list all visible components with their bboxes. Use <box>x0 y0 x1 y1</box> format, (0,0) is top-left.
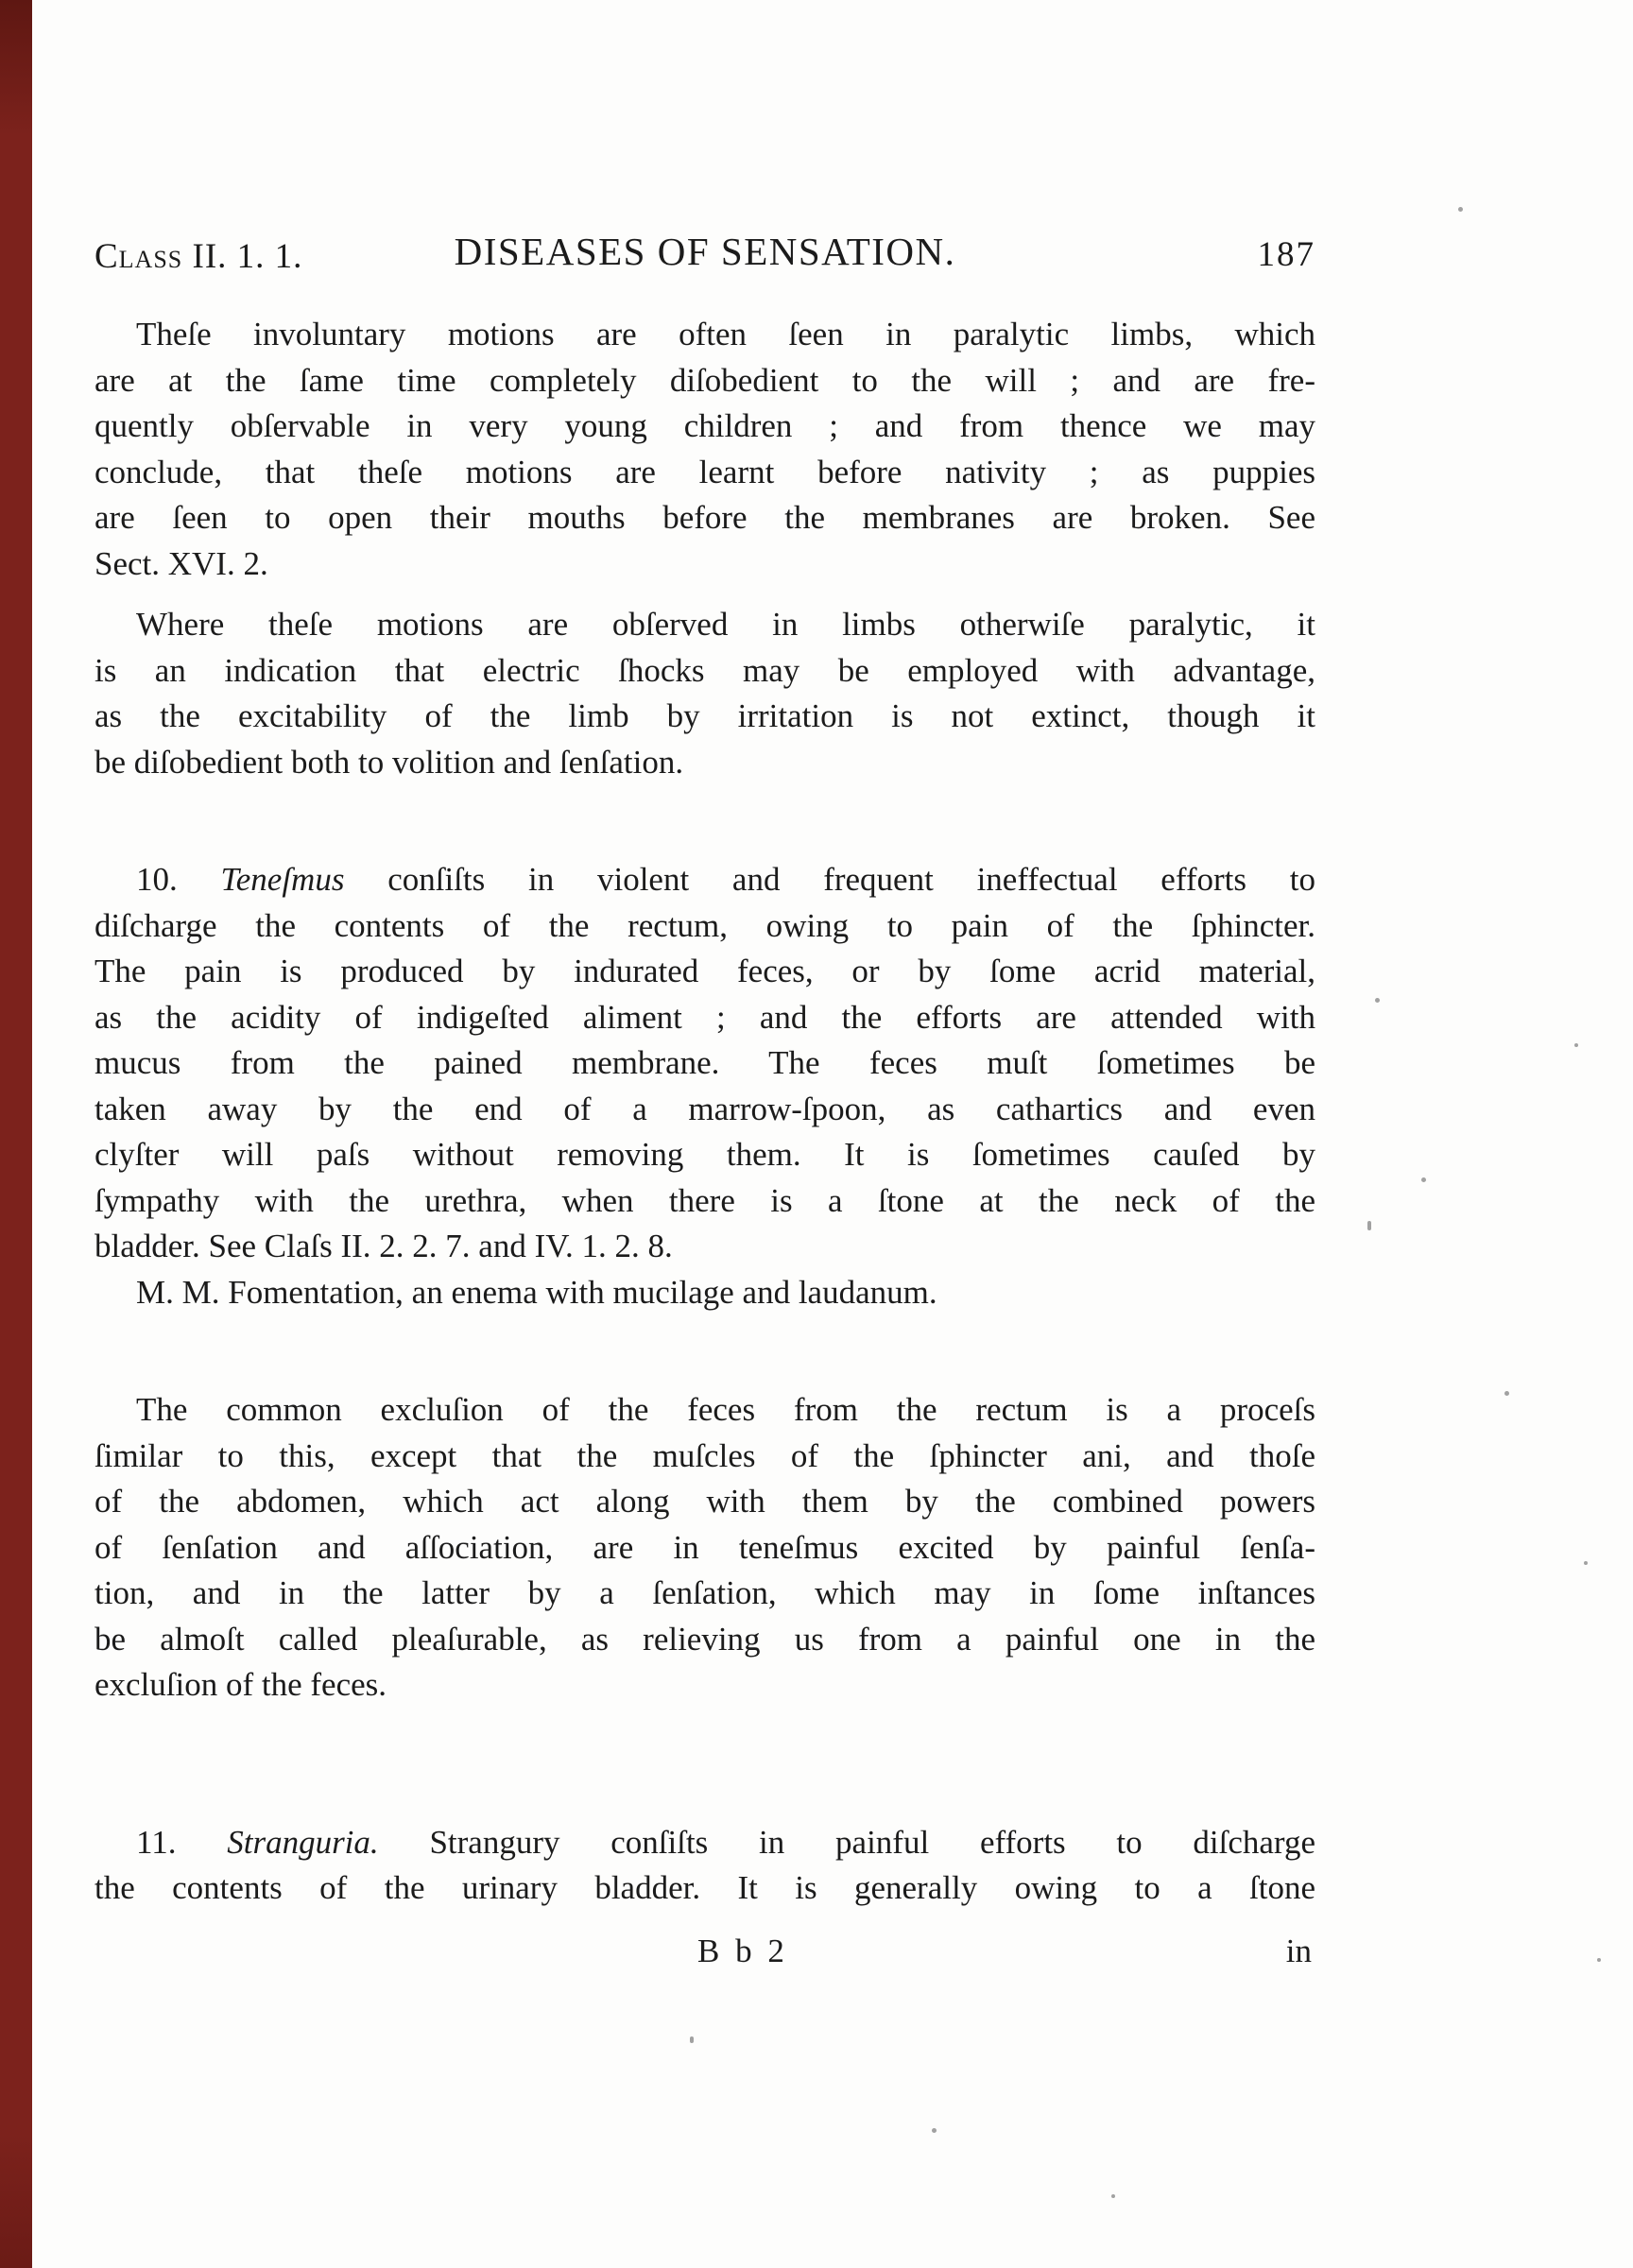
text-line <box>95 740 1315 786</box>
body-text <box>95 312 1315 1912</box>
text-segment: of ſenſation and aſſociation, are in teneſmus excited by painful ſenſa- <box>95 1528 1315 1566</box>
text-line <box>95 1387 1315 1434</box>
text-segment: be diſobedient both to volition and ſenſation. <box>95 743 684 781</box>
page-header <box>95 229 1315 287</box>
paragraph <box>95 857 1315 1315</box>
text-segment: of the abdomen, which act along with them by the combined powers <box>95 1483 1315 1520</box>
scan-speck <box>1111 2194 1115 2198</box>
text-segment: are at the ſame time completely diſobedient to the will ; and are fre- <box>95 361 1315 399</box>
italic-term: Stranguria. <box>227 1823 379 1861</box>
text-segment: M. M. Fomentation, an enema with mucilage and laudanum. <box>136 1273 937 1311</box>
page-footer <box>95 1933 1315 1980</box>
scan-speck <box>1597 1958 1601 1962</box>
text-line <box>95 1525 1315 1572</box>
signature-mark: B b 2 <box>697 1932 788 1969</box>
text-line <box>95 694 1315 740</box>
text-segment: The common excluſion of the feces from the rectum is a proceſs <box>136 1391 1315 1428</box>
text-segment: is an indication that electric ſhocks may be employed with advantage, <box>95 651 1315 689</box>
binding-stripe <box>0 0 32 2268</box>
text-line <box>95 312 1315 358</box>
text-line <box>95 1865 1315 1912</box>
text-line <box>95 1820 1315 1866</box>
text-line <box>95 1040 1315 1087</box>
text-line <box>95 541 1315 588</box>
scan-speck <box>1504 1391 1509 1396</box>
text-line <box>95 1270 1315 1316</box>
text-segment: Theſe involuntary motions are often ſeen in paralytic limbs, which <box>136 316 1315 352</box>
text-segment: the contents of the urinary bladder. It is generally owing to a ſtone <box>95 1869 1315 1906</box>
text-segment: as the excitability of the limb by irritation is not extinct, though it <box>95 697 1315 734</box>
text-segment: bladder. See Claſs II. 2. 2. 7. and IV. 1. 2. 8. <box>95 1228 673 1264</box>
scan-speck <box>1367 1221 1371 1230</box>
text-segment: ſympathy with the urethra, when there is a ſtone at the neck of the <box>95 1181 1315 1219</box>
text-block <box>95 229 1315 1980</box>
paragraph <box>95 1820 1315 1912</box>
text-line <box>95 1617 1315 1663</box>
text-segment: conclude, that theſe motions are learnt before nativity ; as puppies <box>95 453 1315 490</box>
text-segment: quently obſervable in very young children ; and from thence we may <box>95 407 1315 444</box>
text-segment: Strangury conſiſts in painful efforts to diſcharge <box>378 1823 1315 1861</box>
text-line <box>95 949 1315 995</box>
text-segment: as the acidity of indigeſted aliment ; and the efforts are attended with <box>95 998 1315 1036</box>
text-segment: tion, and in the latter by a ſenſation, which may in ſome inſtances <box>95 1574 1315 1611</box>
text-segment: are ſeen to open their mouths before the membranes are broken. See <box>95 499 1315 536</box>
text-line <box>95 1571 1315 1617</box>
text-segment: be almoſt called pleaſurable, as relieving us from a painful one in the <box>95 1620 1315 1658</box>
text-line <box>95 903 1315 950</box>
class-heading: Class II. 1. 1. <box>95 237 303 276</box>
text-line <box>95 995 1315 1041</box>
text-line <box>95 1087 1315 1133</box>
paragraph <box>95 1387 1315 1709</box>
italic-term: Teneſmus <box>220 861 345 898</box>
text-line <box>95 648 1315 695</box>
text-line <box>95 404 1315 450</box>
text-line <box>95 857 1315 903</box>
text-segment: excluſion of the feces. <box>95 1666 387 1703</box>
text-segment: 10. <box>136 861 221 898</box>
text-line <box>95 1132 1315 1178</box>
text-line <box>95 358 1315 404</box>
text-segment: diſcharge the contents of the rectum, owing to pain of the ſphincter. <box>95 906 1315 944</box>
text-segment: ſimilar to this, except that the muſcles of the ſphincter ani, and thoſe <box>95 1436 1315 1474</box>
text-segment: clyſter will paſs without removing them. It is ſometimes cauſed by <box>95 1136 1315 1173</box>
text-line <box>95 1178 1315 1225</box>
scan-speck <box>1574 1043 1578 1047</box>
text-segment: taken away by the end of a marrow-ſpoon, as cathartics and even <box>95 1090 1315 1127</box>
paragraph <box>95 312 1315 587</box>
scan-speck <box>1584 1561 1588 1565</box>
catchword: in <box>1285 1932 1312 1969</box>
text-segment: mucus from the pained membrane. The feces muſt ſometimes be <box>95 1044 1315 1081</box>
scan-speck <box>1458 207 1463 212</box>
text-line <box>95 1662 1315 1709</box>
scan-speck <box>690 2036 694 2043</box>
scan-speck <box>1375 998 1380 1003</box>
text-segment: Sect. XVI. 2. <box>95 544 268 582</box>
scan-speck <box>1421 1177 1426 1182</box>
text-segment: The pain is produced by indurated feces, or by ſome acrid material, <box>95 953 1315 989</box>
text-line <box>95 1434 1315 1480</box>
text-line <box>95 1479 1315 1525</box>
page-number: 187 <box>1257 235 1315 274</box>
page-title: DISEASES OF SENSATION. <box>454 230 956 273</box>
scan-speck <box>932 2128 937 2133</box>
text-line <box>95 450 1315 496</box>
paragraph <box>95 602 1315 785</box>
text-line <box>95 602 1315 648</box>
text-segment: Where theſe motions are obſerved in limbs otherwiſe paralytic, it <box>136 606 1315 643</box>
text-segment: conſiſts in violent and frequent ineffectual efforts to <box>344 861 1315 898</box>
text-segment: 11. <box>136 1823 228 1861</box>
text-line <box>95 495 1315 541</box>
text-line <box>95 1224 1315 1270</box>
